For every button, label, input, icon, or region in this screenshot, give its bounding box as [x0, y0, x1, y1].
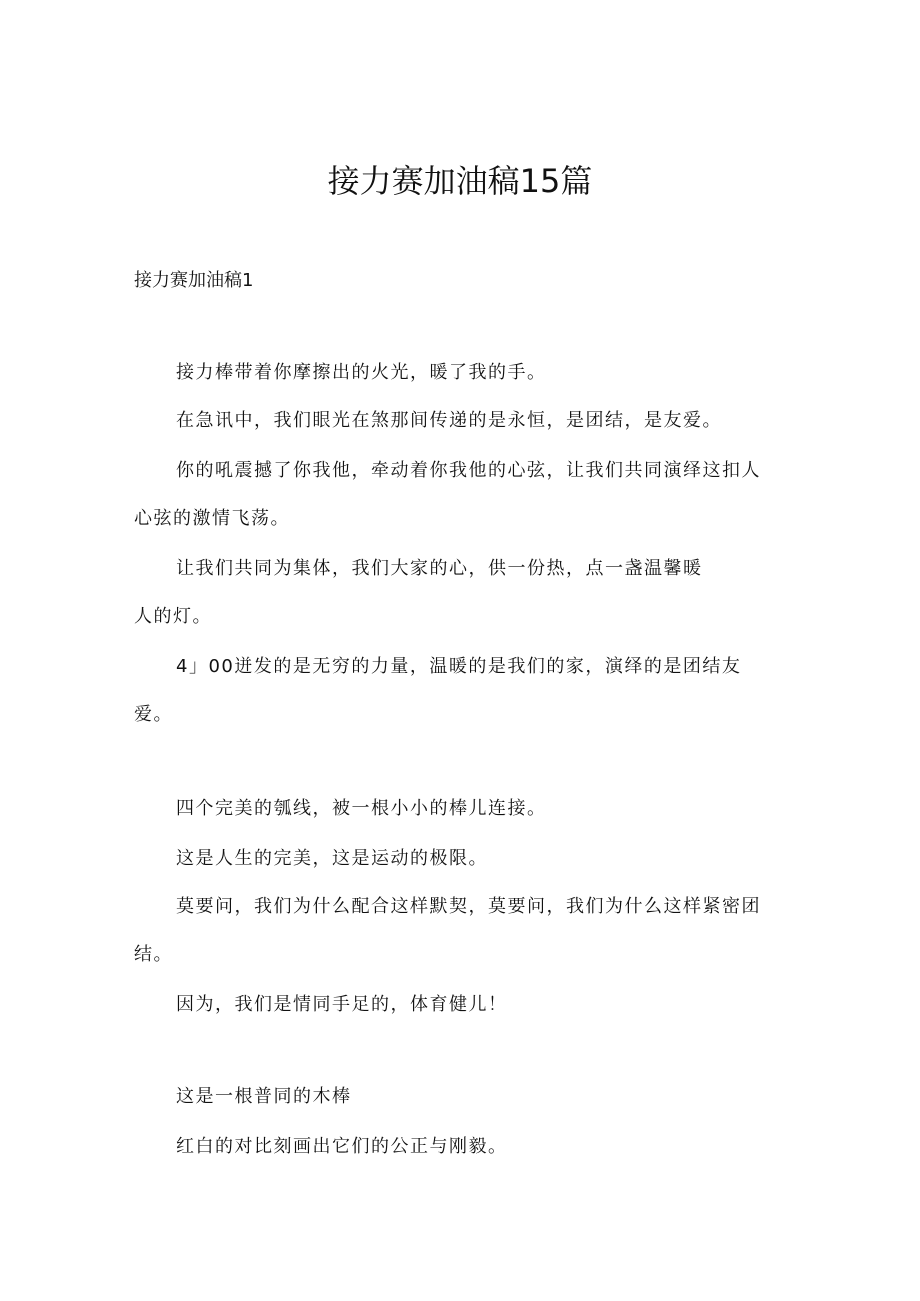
paragraph-line: 红白的对比刻画出它们的公正与刚毅。: [176, 1136, 508, 1157]
paragraph-line: 4」00迸发的是无穷的力量，温暖的是我们的家，演绎的是团结友: [176, 656, 742, 677]
paragraph-line: 在急讯中，我们眼光在煞那间传递的是永恒，是团结，是友爱。: [176, 410, 722, 431]
paragraph-line: 因为，我们是情同手足的，体育健儿！: [176, 994, 508, 1015]
paragraph-line: 结。: [134, 944, 173, 965]
paragraph-line: 这是人生的完美，这是运动的极限。: [176, 848, 488, 869]
paragraph-line: 爱。: [134, 704, 173, 725]
paragraph-line: 心弦的激情飞荡。: [134, 508, 290, 529]
paragraph-line: 你的吼震撼了你我他，牵动着你我他的心弦，让我们共同演绎这扣人: [176, 460, 761, 481]
paragraph-line: 这是一根普同的木棒: [176, 1086, 352, 1107]
paragraph-line: 四个完美的瓠线，被一根小小的棒儿连接。: [176, 798, 547, 819]
paragraph-line: 人的灯。: [134, 606, 212, 627]
paragraph-line: 莫要问，我们为什么配合这样默契，莫要问，我们为什么这样紧密团: [176, 896, 761, 917]
section-heading: 接力赛加油稿1: [134, 270, 254, 291]
paragraph-line: 接力棒带着你摩擦出的火光，暖了我的手。: [176, 362, 547, 383]
document-title: 接力赛加油稿15篇: [327, 162, 593, 200]
paragraph-line: 让我们共同为集体，我们大家的心，供一份热，点一盏温馨暖: [176, 558, 703, 579]
